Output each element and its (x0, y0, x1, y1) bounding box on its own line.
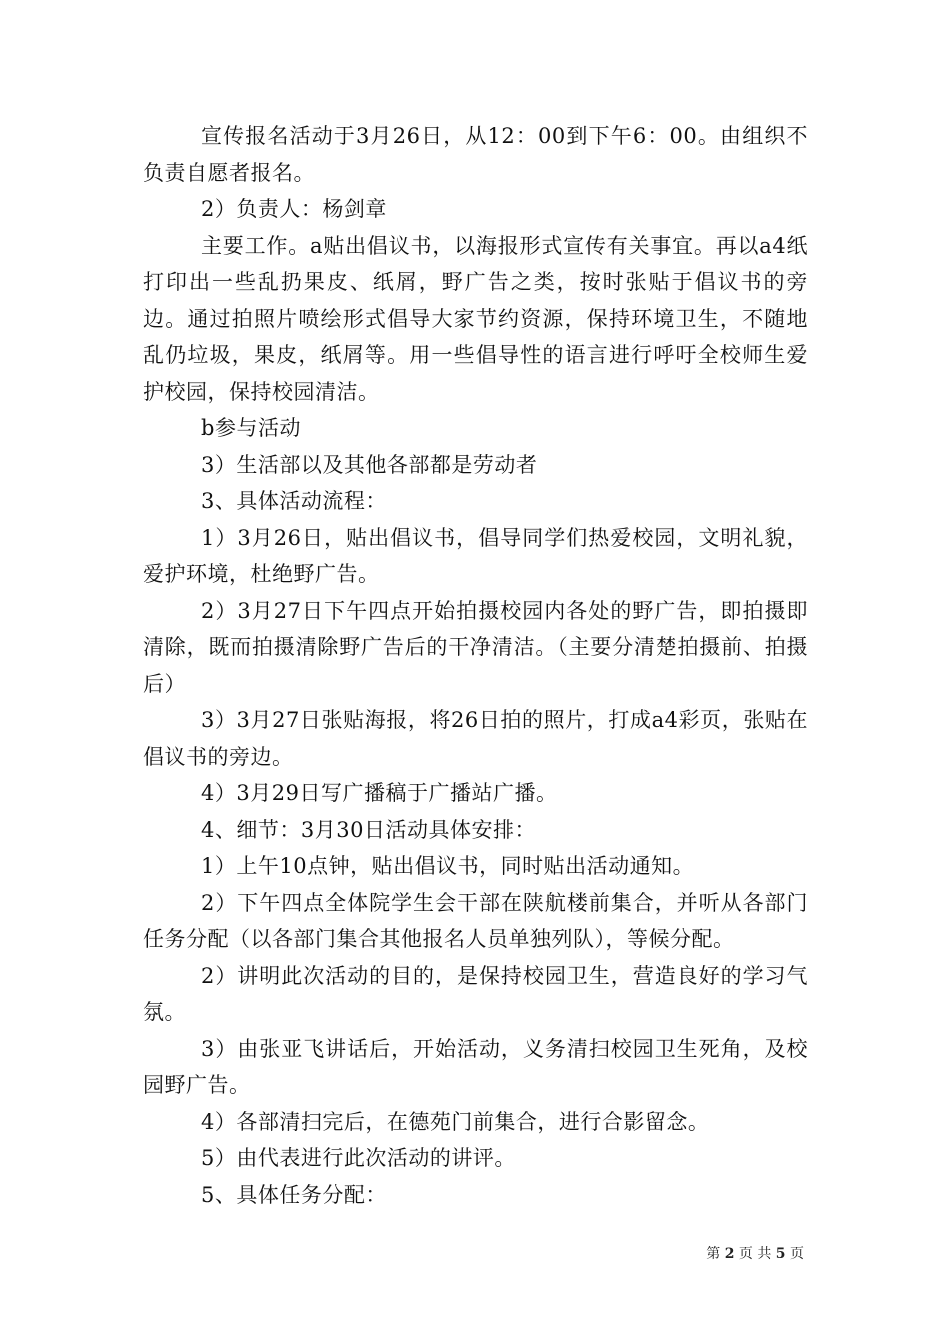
footer-total-pages: 5 (775, 1246, 786, 1262)
footer-middle: 页 共 (738, 1246, 772, 1262)
paragraph-5: 3）生活部以及其他各部都是劳动者 (201, 452, 538, 477)
footer-suffix: 页 (790, 1246, 804, 1262)
paragraph-6: 3、具体活动流程： (201, 489, 387, 513)
paragraph-8: 2）3月27日下午四点开始拍摄校园内各处的野广告，即拍摄即清除，既而拍摄清除野广告后的干净清洁。（主要分清楚拍摄前、拍摄后） (143, 598, 808, 696)
paragraph-7: 1）3月26日，贴出倡议书，倡导同学们热爱校园，文明礼貌，爱护环境，杜绝野广告。 (143, 525, 808, 586)
paragraph-17: 5）由代表进行此次活动的讲评。 (201, 1146, 516, 1170)
paragraph-18: 5、具体任务分配： (201, 1182, 387, 1207)
paragraph-11: 4、细节：3月30日活动具体安排： (201, 817, 536, 842)
paragraph-13: 2）下午四点全体院学生会干部在陕航楼前集合，并听从各部门任务分配（以各部门集合其他报名人员单独列队），等候分配。 (143, 890, 808, 951)
footer-current-page: 2 (724, 1246, 735, 1262)
footer-prefix: 第 (706, 1246, 721, 1262)
paragraph-2: 2）负责人：杨剑章 (201, 197, 387, 221)
page-number-footer (706, 1245, 804, 1263)
paragraph-3: 主要工作。a贴出倡议书，以海报形式宣传有关事宜。再以a4纸打印出一些乱扔果皮、纸屑，野广告之类，按时张贴于倡议书的旁边。通过拍照片喷绘形式倡导大家节约资源，保持环境卫生，不随地乱仍垃圾，果皮，纸屑等。用一些倡导性的语言进行呼吁全校师生爱护校园，保持校园清洁。 (143, 233, 808, 404)
document-body (143, 118, 808, 1213)
paragraph-1: 宣传报名活动于3月26日，从12：00到下午6：00。由组织不负责自愿者报名。 (143, 124, 808, 185)
paragraph-16: 4）各部清扫完后，在德苑门前集合，进行合影留念。 (201, 1109, 710, 1134)
paragraph-4: b参与活动 (201, 416, 301, 440)
paragraph-15: 3）由张亚飞讲话后，开始活动，义务清扫校园卫生死角，及校园野广告。 (143, 1036, 808, 1097)
paragraph-12: 1）上午10点钟，贴出倡议书，同时贴出活动通知。 (201, 854, 695, 878)
paragraph-10: 4）3月29日写广播稿于广播站广播。 (201, 781, 558, 805)
paragraph-9: 3）3月27日张贴海报，将26日拍的照片，打成a4彩页，张贴在倡议书的旁边。 (143, 708, 808, 769)
paragraph-14: 2）讲明此次活动的目的，是保持校园卫生，营造良好的学习气氛。 (143, 963, 808, 1024)
